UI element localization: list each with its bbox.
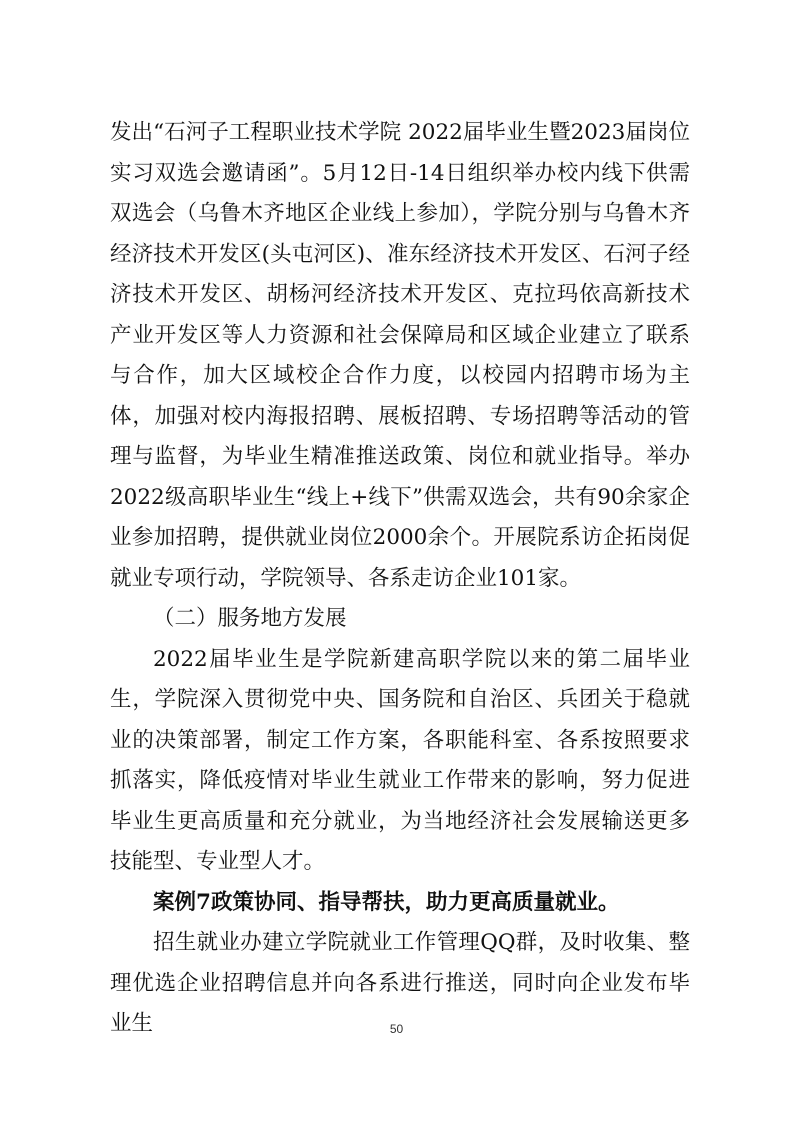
document-body xyxy=(110,113,690,1045)
paragraph-employment-activities: 发出“石河子工程职业技术学院 2022届毕业生暨2023届岗位实习双选会邀请函”。5月12日-14日组织举办校内线下供需双选会（乌鲁木齐地区企业线上参加），学院分别与乌鲁木齐经济技术开发区(头屯河区)、准东经济技术开发区、石河子经济技术开发区、胡杨河经济技术开发区、克拉玛依高新技术产业开发区等人力资源和社会保障局和区域企业建立了联系与合作，加大区域校企合作力度，以校园内招聘市场为主体，加强对校内海报招聘、展板招聘、专场招聘等活动的管理与监督，为毕业生精准推送政策、岗位和就业指导。举办2022级高职毕业生“线上+线下”供需双选会，共有90余家企业参加招聘，提供就业岗位2000余个。开展院系访企拓岗促就业专项行动，学院领导、各系走访企业101家。 xyxy=(110,120,690,591)
paragraph-graduates-overview: 2022届毕业生是学院新建高职学院以来的第二届毕业生，学院深入贯彻党中央、国务院和自治区、兵团关于稳就业的决策部署，制定工作方案，各职能科室、各系按照要求抓落实，降低疫情对毕业生就业工作带来的影响，努力促进毕业生更高质量和充分就业，为当地经济社会发展输送更多技能型、专业型人才。 xyxy=(110,646,690,874)
page-number: 50 xyxy=(389,1022,404,1036)
case-heading: 案例7政策协同、指导帮扶，助力更高质量就业。 xyxy=(153,889,620,915)
section-heading-serve-local: （二）服务地方发展 xyxy=(153,606,347,631)
paragraph-employment-office: 招生就业办建立学院就业工作管理QQ群，及时收集、整理优选企业招聘信息并向各系进行推送，同时向企业发布毕业生 xyxy=(110,930,690,1036)
